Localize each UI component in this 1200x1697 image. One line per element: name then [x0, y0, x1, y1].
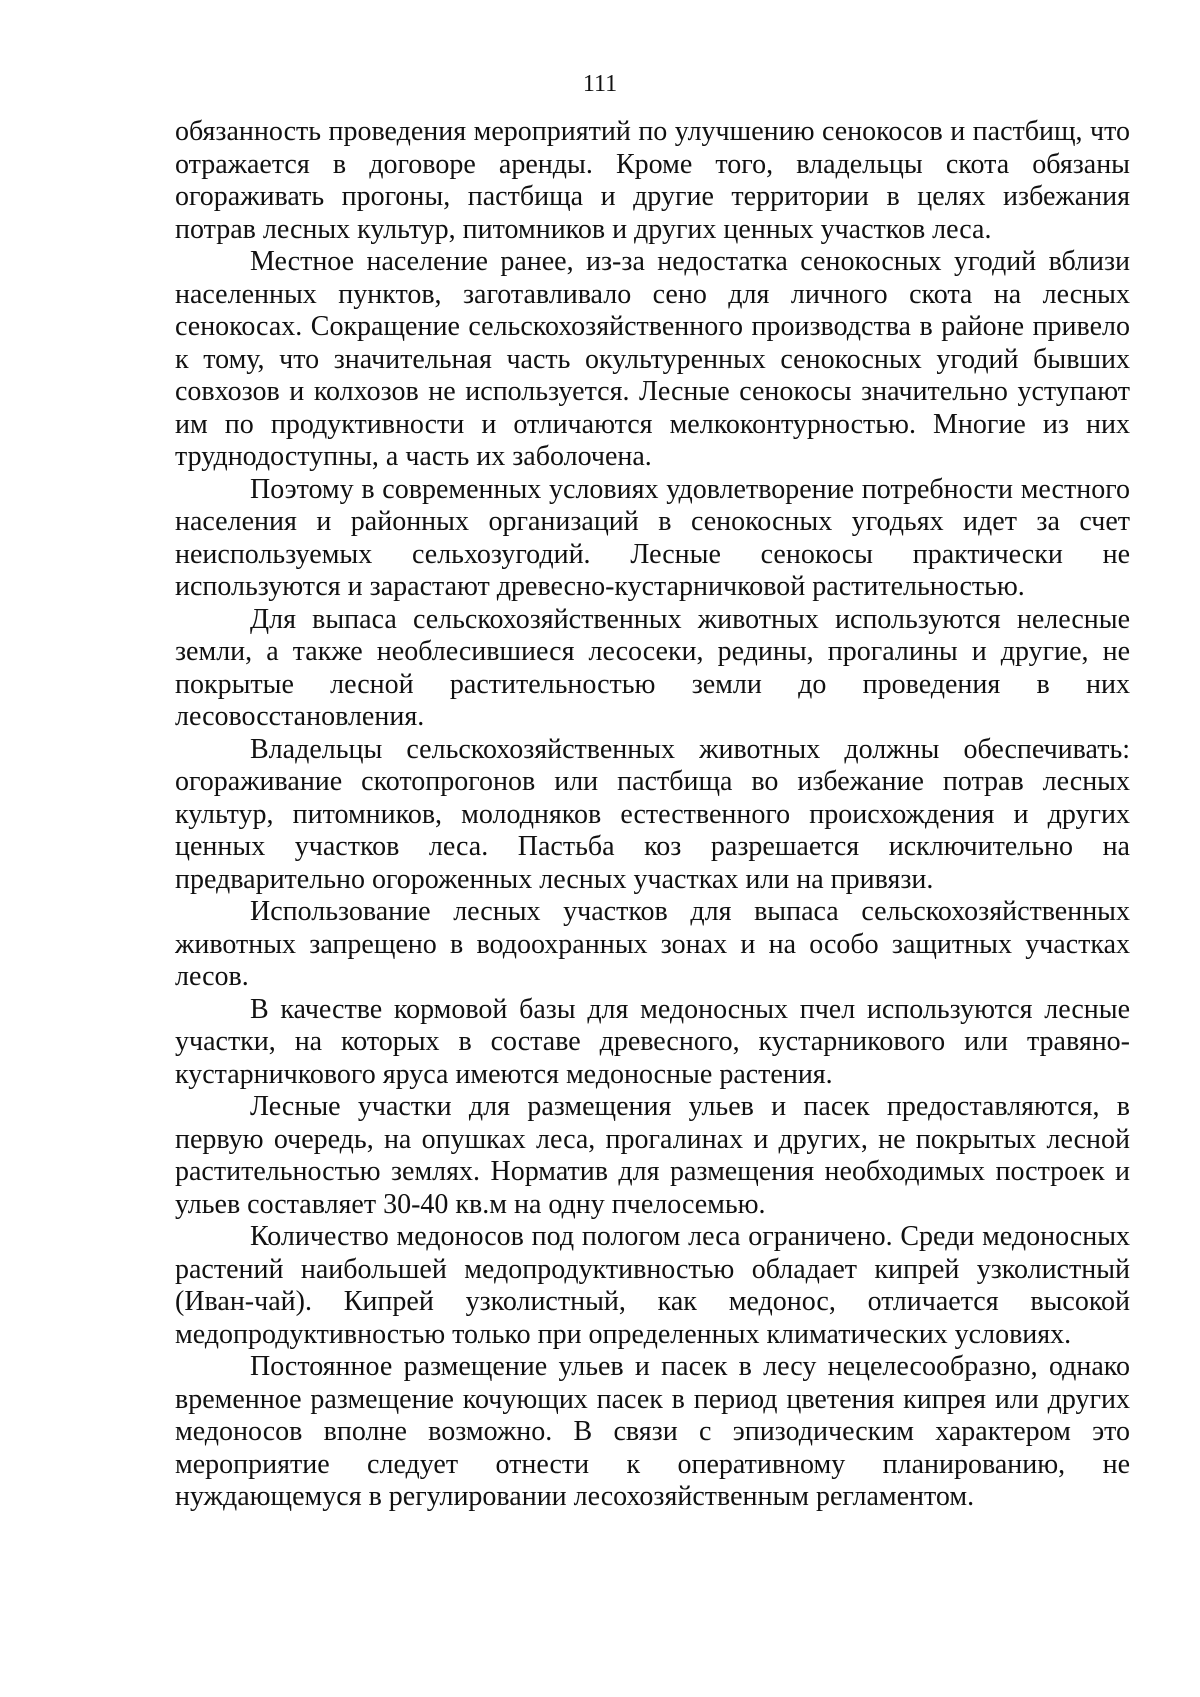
page-number: 111 [582, 71, 618, 97]
paragraph-3: Поэтому в современных условиях удовлетворение потребности местного населения и районных организаций в сенокосных угодьях идет за счет неиспользуемых сельхозугодий. Лесные сенокосы практически не используются и зарастают древесно-кустарничковой растительностью. [175, 473, 1130, 602]
paragraph-2: Местное население ранее, из-за недостатка сенокосных угодий вблизи населенных пунктов, заготавливало сено для личного скота на лесных сенокосах. Сокращение сельскохозяйственного производства в районе привело к тому, что значительная часть окультуренных сенокосных угодий бывших совхозов и колхозов не используется. Лесные сенокосы значительно уступают им по продуктивности и отличаются мелкоконтурностью. Многие из них труднодоступны, а часть их заболочена. [175, 246, 1130, 472]
document-body [175, 116, 1130, 1514]
paragraph-6: Использование лесных участков для выпаса сельскохозяйственных животных запрещено в водоохранных зонах и на особо защитных участках лесов. [175, 896, 1130, 992]
paragraph-10: Постоянное размещение ульев и пасек в лесу нецелесообразно, однако временное размещение кочующих пасек в период цветения кипрея или других медоносов вполне возможно. В связи с эпизодическим характером это мероприятие следует отнести к оперативному планированию, не нуждающемуся в регулировании лесохозяйственным регламентом. [175, 1351, 1130, 1512]
paragraph-1: обязанность проведения мероприятий по улучшению сенокосов и пастбищ, что отражается в договоре аренды. Кроме того, владельцы скота обязаны огораживать прогоны, пастбища и другие территории в целях избежания потрав лесных культур, питомников и других ценных участков леса. [175, 116, 1130, 245]
paragraph-7: В качестве кормовой базы для медоносных пчел используются лесные участки, на которых в составе древесного, кустарникового или травяно-кустарничкового яруса имеются медоносные растения. [175, 993, 1130, 1090]
paragraph-9: Количество медоносов под пологом леса ограничено. Среди медоносных растений наибольшей медопродуктивностью обладает кипрей узколистный (Иван-чай). Кипрей узколистный, как медонос, отличается высокой медопродуктивностью только при определенных климатических условиях. [175, 1221, 1130, 1350]
paragraph-4: Для выпаса сельскохозяйственных животных используются нелесные земли, а также необлесившиеся лесосеки, редины, прогалины и другие, не покрытые лесной растительностью земли до проведения в них лесовосстановления. [175, 603, 1130, 732]
paragraph-8: Лесные участки для размещения ульев и пасек предоставляются, в первую очередь, на опушках леса, прогалинах и других, не покрытых лесной растительностью землях. Норматив для размещения необходимых построек и ульев составляет 30-40 кв.м на одну пчелосемью. [175, 1091, 1130, 1220]
paragraph-5: Владельцы сельскохозяйственных животных должны обеспечивать: огораживание скотопрогонов или пастбища во избежание потрав лесных культур, питомников, молодняков естественного происхождения и других ценных участков леса. Пастьба коз разрешается исключительно на предварительно огороженных лесных участках или на привязи. [175, 733, 1130, 895]
